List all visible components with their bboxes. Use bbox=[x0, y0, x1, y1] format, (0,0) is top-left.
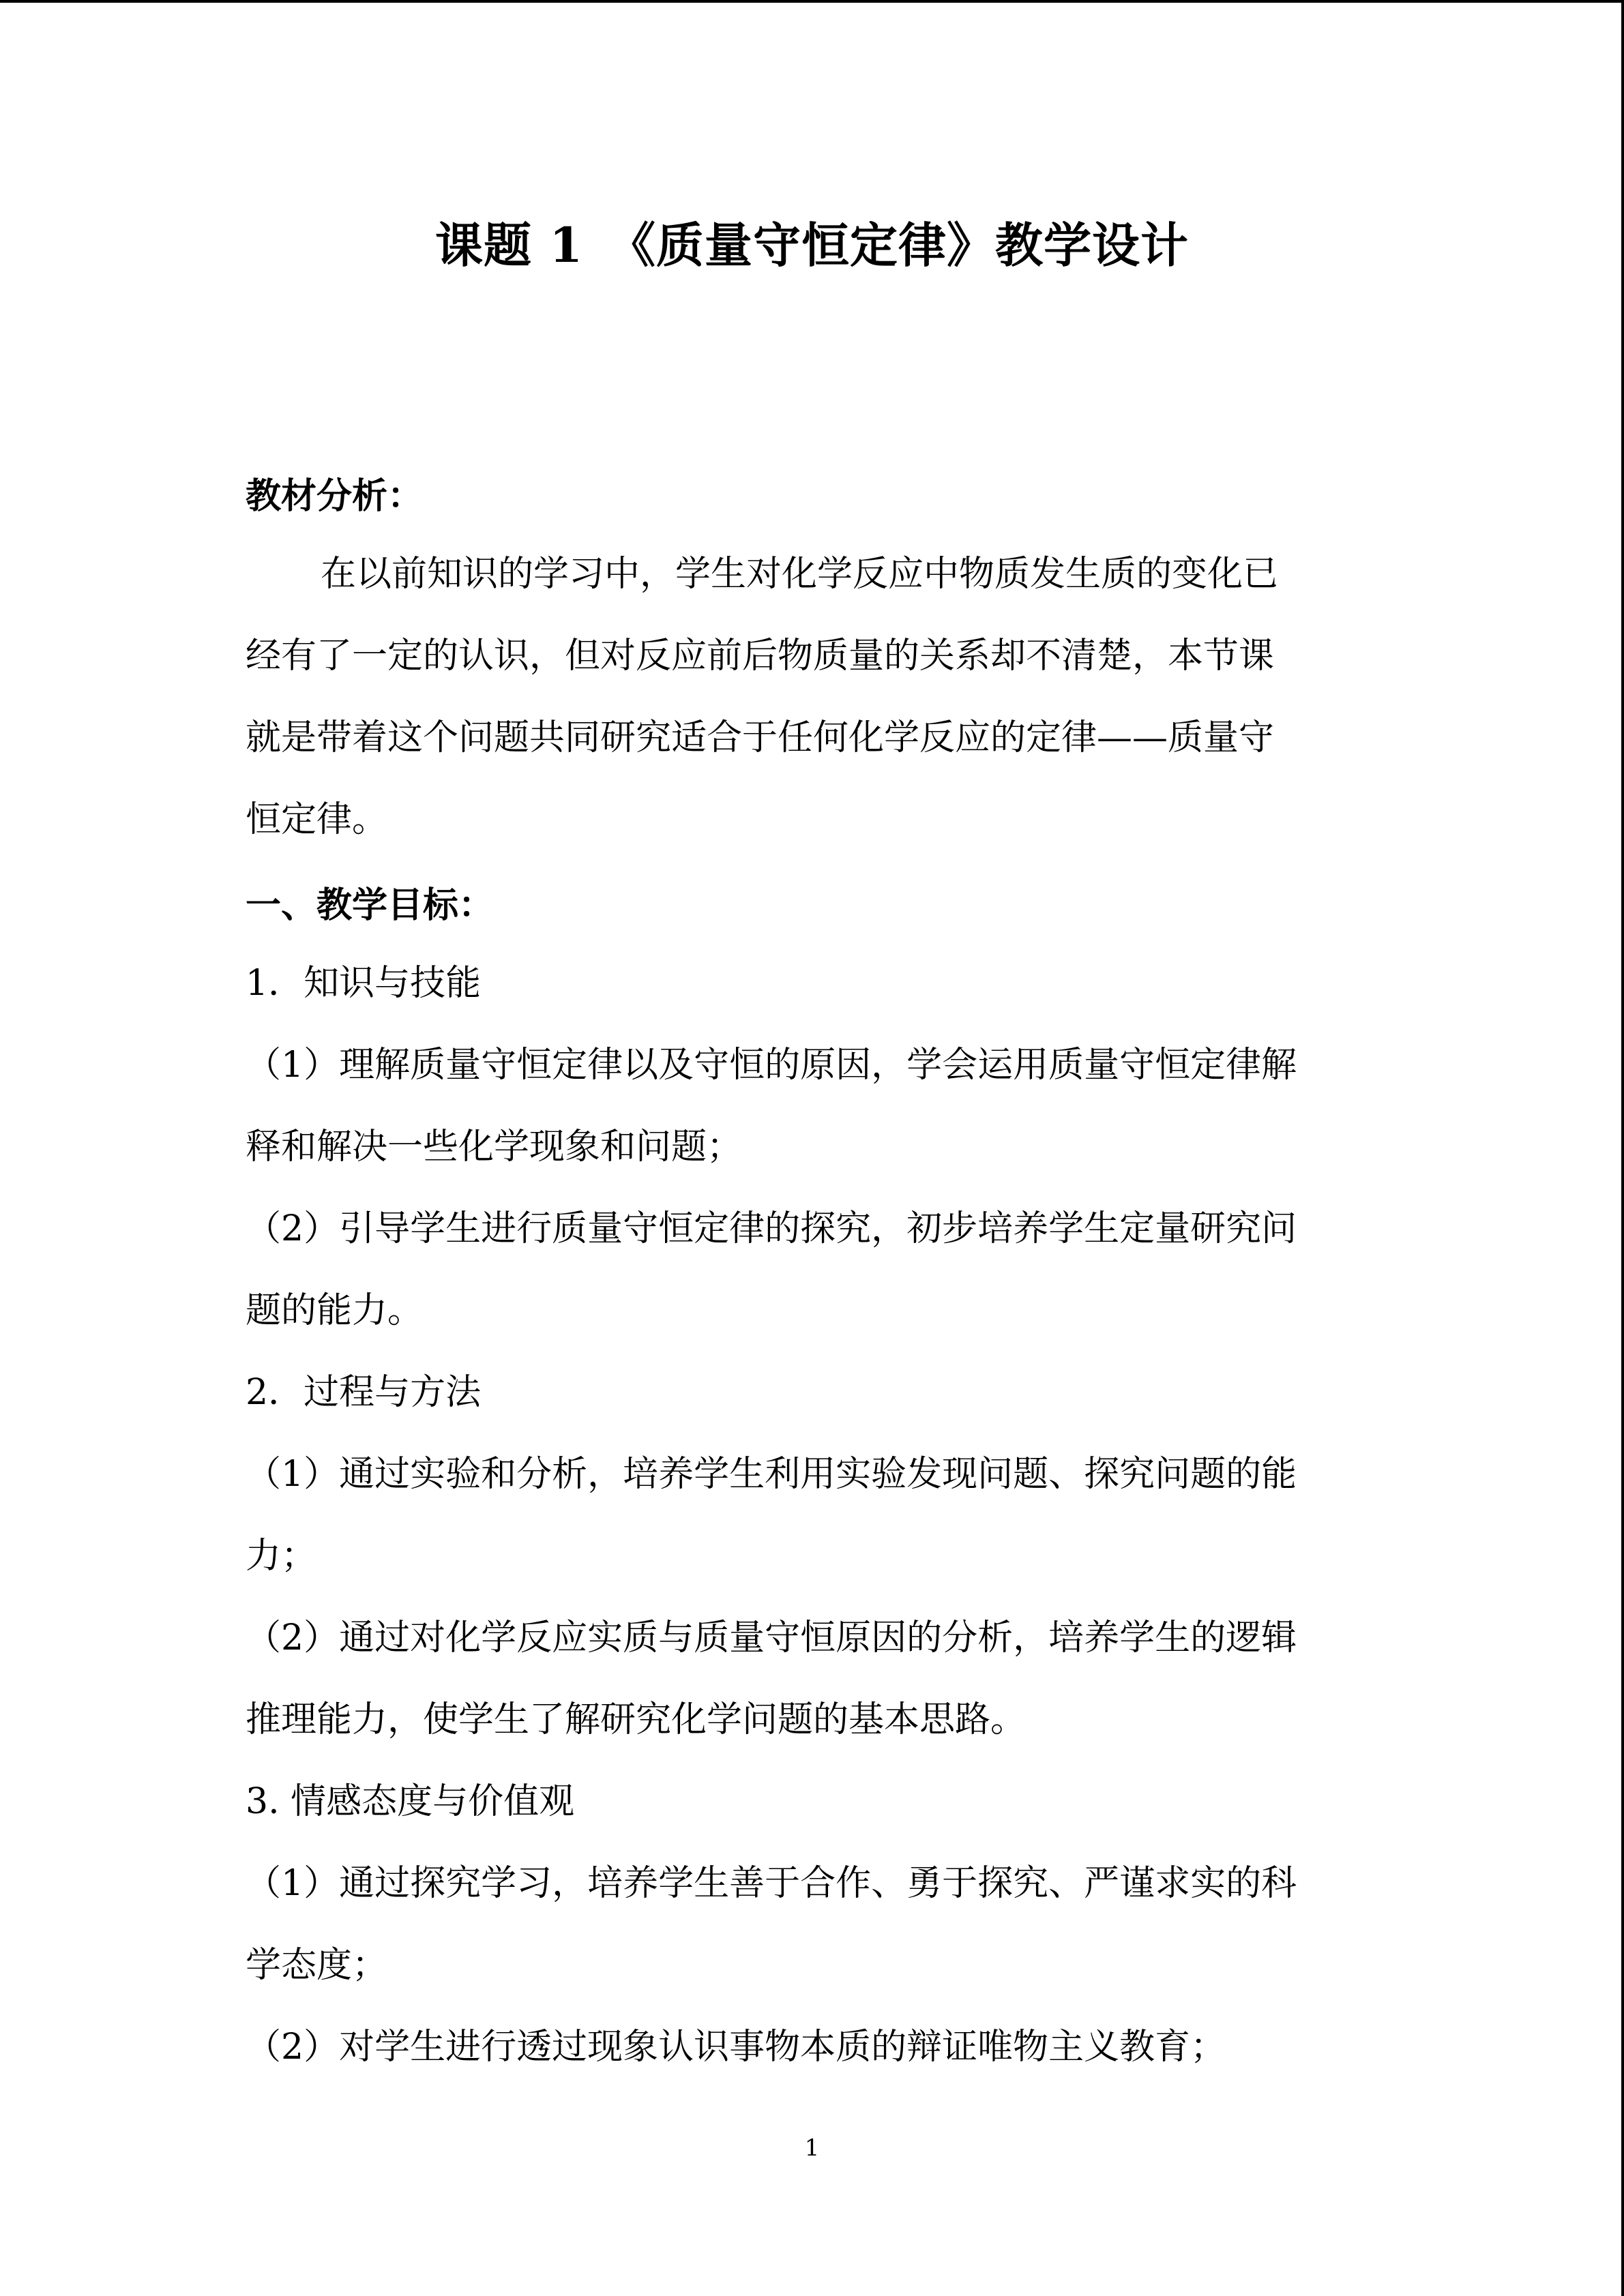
subheading-knowledge-skills: 1．知识与技能 bbox=[246, 963, 482, 1004]
heading-material-analysis: 教材分析： bbox=[246, 475, 424, 517]
material-line-4: 恒定律。 bbox=[246, 799, 388, 840]
attitude-line-1: （1）通过探究学习，培养学生善于合作、勇于探究、严谨求实的科 bbox=[246, 1863, 1297, 1904]
knowledge-line-4: 题的能力。 bbox=[246, 1290, 424, 1331]
attitude-line-3: （2）对学生进行透过现象认识事物本质的辩证唯物主义教育； bbox=[246, 2027, 1226, 2068]
subheading-process-methods: 2．过程与方法 bbox=[246, 1372, 482, 1413]
knowledge-line-2: 释和解决一些化学现象和问题； bbox=[246, 1127, 743, 1167]
page-border-right bbox=[1621, 0, 1624, 2296]
process-line-4: 推理能力，使学生了解研究化学问题的基本思路。 bbox=[246, 1699, 1027, 1740]
document-title: 课题 1 《质量守恒定律》教学设计 bbox=[434, 217, 1190, 273]
page-number: 1 bbox=[804, 2134, 820, 2162]
attitude-line-2: 学态度； bbox=[246, 1945, 388, 1986]
material-line-2: 经有了一定的认识，但对反应前后物质量的关系却不清楚，本节课 bbox=[246, 636, 1275, 676]
knowledge-line-1: （1）理解质量守恒定律以及守恒的原因，学会运用质量守恒定律解 bbox=[246, 1045, 1297, 1086]
material-line-3: 就是带着这个问题共同研究适合于任何化学反应的定律——质量守 bbox=[246, 717, 1275, 758]
heading-teaching-goals: 一、教学目标： bbox=[246, 884, 494, 926]
process-line-3: （2）通过对化学反应实质与质量守恒原因的分析，培养学生的逻辑 bbox=[246, 1617, 1297, 1658]
knowledge-line-3: （2）引导学生进行质量守恒定律的探究，初步培养学生定量研究问 bbox=[246, 1208, 1297, 1249]
page-border-top bbox=[0, 0, 1624, 3]
process-line-2: 力； bbox=[246, 1536, 317, 1577]
process-line-1: （1）通过实验和分析，培养学生利用实验发现问题、探究问题的能 bbox=[246, 1454, 1297, 1495]
material-line-1: 在以前知识的学习中，学生对化学反应中物质发生质的变化已 bbox=[321, 554, 1279, 595]
subheading-attitudes-values: 3. 情感态度与价值观 bbox=[246, 1781, 575, 1822]
